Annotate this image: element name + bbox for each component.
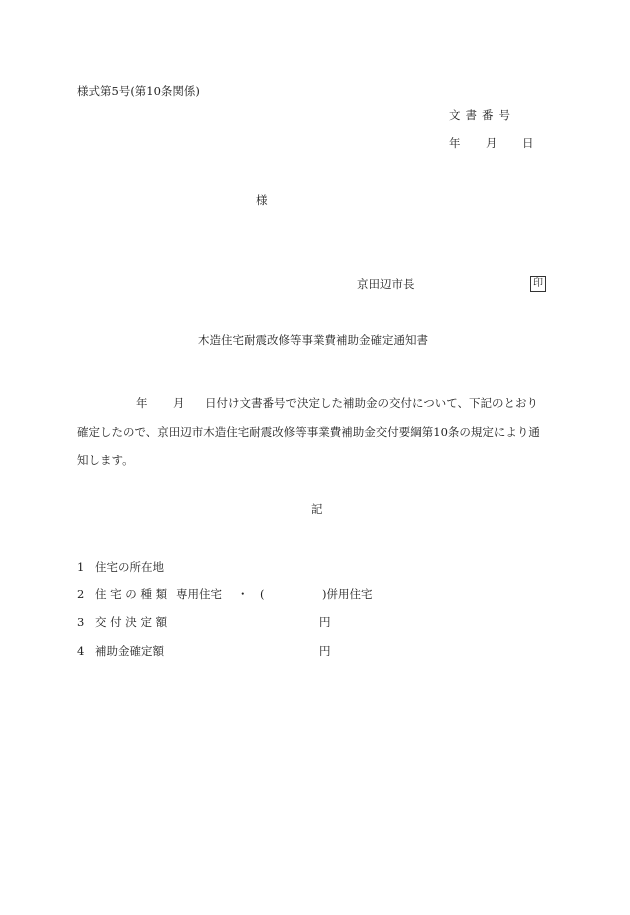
ki-heading: 記 [311,502,323,516]
date-month: 月 [486,136,498,150]
date-line [449,138,534,150]
item-label: 住 宅 の 種 類 [95,587,168,601]
option-exclusive: 専用住宅 [176,587,222,601]
item-number: 3 [77,615,85,629]
option-paren-open: ( [260,587,265,601]
item-label: 交 付 決 定 額 [95,615,168,629]
body-line-3: 知します。 [77,453,134,467]
document-number-label: 文書番号 [449,108,515,122]
yen-unit: 円 [319,644,331,658]
item-number: 2 [77,587,85,601]
option-combined: )併用住宅 [322,587,373,601]
addressee-honorific: 様 [256,193,268,207]
item-number: 4 [77,644,85,658]
yen-unit: 円 [319,615,331,629]
document-title: 木造住宅耐震改修等事業費補助金確定通知書 [198,333,428,347]
sender-name: 京田辺市長 [357,277,415,291]
body-paragraph [77,389,547,475]
item-label: 補助金確定額 [95,644,164,658]
body-year: 年 [136,396,148,410]
date-day: 日 [522,136,534,150]
item-number: 1 [77,560,85,574]
form-number: 様式第5号(第10条関係) [77,84,200,98]
body-line-2: 確定したので、京田辺市木造住宅耐震改修等事業費補助金交付要綱第10条の規定により通 [77,424,540,439]
body-line-1-text: 日付け文書番号で決定した補助金の交付について、下記のとおり [205,396,539,410]
item-1 [77,562,164,574]
seal-mark: 印 [530,276,546,292]
date-year: 年 [449,136,461,150]
item-label: 住宅の所在地 [95,560,164,574]
item-4 [77,646,164,658]
item-3 [77,617,167,629]
option-separator: ・ [237,587,249,601]
body-line-1 [77,389,547,418]
item-2 [77,589,167,601]
body-month: 月 [173,396,185,410]
